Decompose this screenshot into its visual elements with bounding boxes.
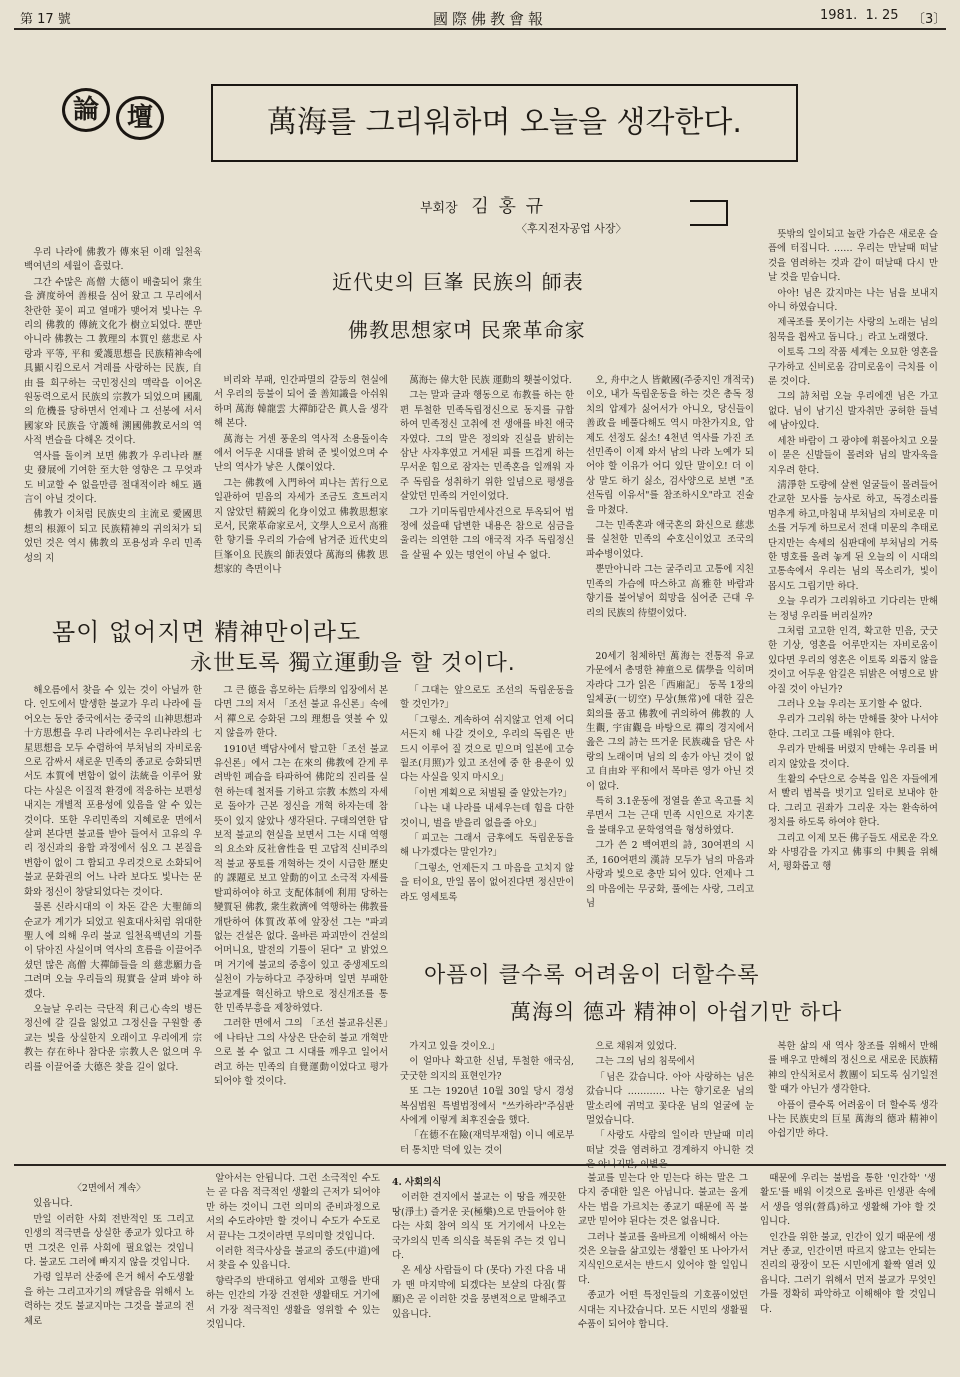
paragraph: 佛教가 이처럼 民族史의 主流로 愛國思想의 根源이 되고 民族精神의 귀의처가 되었던 것은 역시 佛教의 포용성과 우리 민족성의 지 (24, 509, 202, 564)
paragraph: 그가 쓴 2 백여편의 詩, 30여편의 시조, 160여편의 漢詩 모두가 님의 마음과 사랑과 빛으로 충만 되어 있다. 언제나 그의 마음에는 무궁화, 풀에는 사랑, 그리고 님 (586, 840, 754, 909)
paragraph: 淸淨한 도량에 살썬 얼굴들이 몰려들어 간교한 모사를 능사로 하고, 독경소리를 멈추게 하고,마침내 부처님의 자비로운 미소를 거두게 하므로서 전대 미문의 추태로 단지만는 속세의 심판대에 부처님의 거룩한 명호를 올려 놓게 된 오늘의 이 시대의 고통속에서 우리는 님의 목소리가, 빛이 몹시도 그립기만 하다. (768, 479, 938, 592)
paragraph: 그는 佛教에 入門하여 피나는 苦行으로 일관하여 믿음의 자세가 조금도 흐트러지지 않았던 精鋭의 化身이었고 佛教思想家로서, 民衆革命家로서, 文學人으로서 高雅한 향기를 우리의 가슴에 남겨준 近代史의 巨峯이요 民族의 師表였다 萬海의 佛教 思想家的 측면이나 (214, 477, 388, 576)
paragraph: 그처럼 고고한 인격, 확고한 민음, 굿굿한 기상, 영혼을 어루만지는 자비로움이 있다면 우리의 영혼은 이토록 외롭지 않을 것이고 어두운 암길은 뒤밝은 여명으로 밝아질 것이 아닌가? (768, 625, 938, 695)
paragraph: 가지고 있을 것이오.」 (409, 1041, 501, 1052)
paragraph: 生활의 수단으로 승복을 입은 자들에게서 빨리 법복을 벗기고 일터로 보내야 한다. 그리고 권좌가 그리운 자는 환속하여 정치를 하도록 하여야 한다. (768, 774, 938, 829)
paragraph: 그 큰 德을 흠모하는 后學의 입장에서 본다면 그의 저서 「조선 불교 유신론」속에서 禪으로 승화된 그의 理想을 엿볼 수 있지 않을까 한다. (214, 685, 388, 740)
article-column-d3 (392, 1172, 566, 1358)
paragraph: 아픔이 클수록 어려움이 더 할수록 생각나는 民族史의 巨星 萬海의 德과 精神이 아쉽기만 하다. (768, 1099, 938, 1140)
article-column-a4 (586, 374, 754, 644)
main-title: 萬海를 그리워하며 오늘을 생각한다. (267, 105, 742, 140)
masthead: 國際佛教會報 (432, 10, 547, 28)
paragraph: 온 세상 사람들이 다 (못다) 가진 다음 내가 맨 마지막에 되겠다는 보살의 다짐(誓願)은 곧 이러한 것을 뭉변적으로 말해주고 있읍니다. (392, 1265, 566, 1320)
article-column-b3 (400, 684, 574, 946)
paragraph: 그가 기미독립만세사건으로 투옥되어 법정에 섰을때 답변한 내용은 참으로 심금을 울리는 의연한 그의 애국적 자주 독립정신을 살필 수 있는 명언이 아닐 수 없다. (400, 506, 574, 561)
author-bracket (690, 200, 728, 226)
paragraph: 萬海는 거센 풍운의 역사적 소용돌이속에서 어두운 시대를 밝혀 준 빛이었으며 수난의 역사가 낳은 人傑이었다. (214, 433, 388, 474)
article-column-b1 (24, 684, 202, 1160)
paragraph: 오늘 우리가 그리워하고 기다리는 만해는 정녕 우리를 버리실까? (768, 596, 938, 622)
article-column-c1 (400, 1040, 574, 1160)
paragraph: 이 얼마나 확고한 신념, 투철한 애국심, 굿굿한 의지의 표현인가? (400, 1056, 574, 1082)
paragraph: 으로 채워져 있었다. (595, 1041, 677, 1052)
paragraph: 제곡조를 못이기는 사랑의 노래는 님의 침묵을 휩싸고 돕니다.」라고 노래했다. (768, 317, 938, 343)
paragraph: 「이번 계획으로 처벌될 줄 알았는가?」 (409, 787, 572, 799)
article-column-a2 (214, 374, 388, 602)
paragraph: 역사를 돌이켜 보면 佛教가 우리나라 歷史 發展에 기여한 至大한 영향은 그 무엇과도 비교할 수 없을만큼 절대적이라 해도 過言이 아닐 것이다. (24, 450, 202, 505)
paragraph: 이러한 견지에서 불교는 이 땅을 깨끗한 땅(淨土) 즐거운 곳(極樂)으로 만들어야 한다는 사회 참여 의식 또 거기에서 나오는 국가의식 민족 의식을 북돋워 주는 것 입니다. (392, 1192, 566, 1262)
article-column-a3 (400, 374, 574, 602)
paragraph: 그는 말과 글과 행동으로 布教를 하는 한편 투철한 민족독립정신으로 동지를 규합하여 민족정신 고취에 전 생애를 바친 애국자였다. 그의 말은 정의와 진실을 밝히는 삼난 사자후였고 거세된 피를 뜨겁게 하는 무서운 힘으로 잠자는 민족혼을 일깨워 자주 독립을 성취하기 위한 일념으로 평생을 살았던 민족의 거인이었다. (400, 390, 574, 503)
article-column-d2 (206, 1172, 380, 1358)
paragraph: 복한 삶의 새 역사 창조를 위해서 만해를 배우고 만해의 정신으로 새로운 民族精神의 안식처로서 教團이 되도록 심기일전 할 때가 아닌가 생각한다. (768, 1041, 938, 1096)
headline-3: 몸이 없어지면 精神만이라도 (52, 618, 362, 646)
paragraph: 향락주의 반대하고 염세와 고행을 반대하는 인간의 가장 건전한 생활태도 거기에서 가장 적극적인 생활을 영위할 수 있는 것입니다. (206, 1275, 380, 1331)
paragraph: 오, 舟中之人 皆敵國(주중지인 개적국)이오, 내가 독립운동을 하는 것은 총독 정치의 압제가 싫어서가 아니오, 당신들이 善政을 베풀다해도 역시 마찬가지요, 압제도 선정도 싫소! 4천년 역사를 가진 조선민족이 이제 와서 남의 나라 노예가 되어야 할 이유가 어디 있단 말이오! 더 이상 말도 하기 싫소, 검사양으로 보변 "조선독립 이유서"를 참조하시오"라고 진술을 마쳤다. (586, 375, 754, 516)
paragraph: 그러나 오늘 우리는 포기할 수 없다. (777, 699, 923, 710)
paragraph: 인간을 위한 불교, 인간이 있기 때문에 생겨난 종교, 인간이면 따르지 않고는 안되는 진리의 광장이 모든 시민에게 활짝 열려 있읍니다. 그러기 위해서 먼저 불교가 무엇인가를 정확히 파악하고 이해해야 할 것입니다. (760, 1231, 936, 1315)
main-title-box (211, 84, 798, 162)
article-column-d5 (760, 1172, 936, 1358)
headline-6: 萬海의 德과 精神이 아쉽기만 하다 (510, 1000, 843, 1024)
headline-4: 永世토록 獨立運動을 할 것이다. (190, 651, 516, 676)
paragraph: 해오름에서 찾을 수 있는 것이 아닐까 한다. 인도에서 발생한 불교가 우리 나라에 들어오는 동안 중국에서는 중국의 山神思想과 十方思想을 우리 나라에서는 우리나라의 七星思想을 모두 수렴하여 부처님의 자비로움으로 감싸서 새로운 민족의 종교로 승화되면서도 本質에 변함이 없이 法統을 이루어 왔다는 사실은 이질적 환경에 적응하는 보편성 내지는 개별적 포용성에 있음을 알 수 있는 것이다. 또한 우리민족의 지혜로운 면에서 살펴 본다면 불교를 받아 들여서 고유의 우리 정신과의 융합 과정에서 심오 그 본질을 변함이 없이 그 합되고 우리것으로 소화되어 불교 문화권의 어느 나라 보다도 빛나는 문화와 정신이 창달되었다는 것이다. (24, 685, 202, 898)
paragraph: 만일 이러한 사회 전반적인 또 그리고 인생의 적극면을 상실한 종교가 있다고 하면 그것은 인류 사회에 필요없는 것입니다. 불교도 그러에 빠지지 않을 것입니다. (24, 1213, 194, 1269)
paragraph: 1910년 백담사에서 탈고한「조선 불교 유신론」에서 그는 在來의 佛教에 갇게 루려박힌 폐습을 타파하여 佛陀의 진리를 실현 하는데 철저를 기하고 宗教 本然의 자세로 돌아가 근본 정신을 개혁 하자는데 참 뜻이 있지 않았나 생각된다. 구태의연한 답보적 불교의 현실을 보면서 그는 시대 역행의 요소와 反社會性을 띤 고답적 신비주의적 불교 풍토를 개혁하는 것이 시급한 歷史的 課題로 보고 앞動的이고 소극적 자세를 탈피하여야 하고 支配体制에 利用 당하는 變質된 佛教, 衆生救濟에 역행하는 佛教를 개탄하여 体質改革에 앞장선 그는 "파괴 없는 건설은 없다. 올바른 파괴만이 건설의 어머니요, 발전의 기틀이 된다" 고 밝었으며 거기에 불교의 중흥이 있고 중생제도의 실천이 가능하다고 주장하며 일면 부패한 불교계를 혁신하고 밖으로 정신개조를 통한 민족부흥을 제창하였다. (214, 743, 388, 1014)
paragraph: 아아! 님은 갔지마는 나는 님을 보내지 아니 하였습니다. (768, 287, 938, 314)
paragraph: 때문에 우리는 불법을 통한 '인간학' '생활도'를 배워 이것으로 올바른 인생관 속에서 생을 영위(營爲)하고 생활해 가야 할 것입니다. (760, 1173, 936, 1228)
paragraph: 이토록 그의 작품 세계는 오묘한 영혼을 구가하고 신비로움 감미로움이 극치를 이룬 것이다. (768, 347, 938, 388)
paragraph: 물론 신라시대의 이 차돈 같은 大聖師의 순교가 계기가 되었고 원효대사처럼 위대한 聖人에 의해 우리 불교 일천육백년의 기틀이 닦아진 사실이며 역사의 흐름을 이끌어주셨던 많은 高僧 大禪師들을 의 慈悲願力을 그려며 오늘 우리들의 現實을 살펴 봐야 하겠다. (24, 902, 202, 1000)
issue-date: 1981. 1. 25 (820, 8, 899, 23)
section-divider (14, 1164, 946, 1166)
author-role: 부회장 (420, 201, 458, 216)
paragraph: 20세기 침체하던 萬海는 전통적 유교가문에서 총명한 神童으로 儒學을 익히며 자라다 그가 읽은「西廂記」 동목 1장의 일체공(一切空) 무상(無常)에 대한 깊은 회의를 품고 佛教에 귀의하여 佛教的 人生觀, 宇宙觀을 바탕으로 禪의 경지에서 읊은 그의 詩는 뜨거운 民族魂을 담은 사랑의 노래이며 님의 의 송가 아닌 것이 없고 自由와 平和에서 목마른 영가 아닌 것이 없다. (586, 651, 754, 792)
paragraph: 「사랑도 사람의 일이라 만날때 미리 떠날 것을 염려하고 경계하지 아니한 것 (586, 1130, 754, 1156)
paragraph: 세찬 바람이 그 광야에 휘몰아치고 오물이 묻은 신발들이 몰려와 님의 발자욱을 지우려 한다. (768, 435, 938, 476)
paragraph: 이러한 적극사상을 불교의 중도(中道)에서 찾을 수 있읍니다. (206, 1246, 380, 1272)
paragraph: 또 그는 1920년 10월 30일 당시 경성복심법원 특별법정에서 "쓰카하라"주심판사에게 이렇게 최후진술을 했다. (400, 1086, 574, 1127)
paragraph: 종교가 어떤 특정인들의 기호품이었던 시대는 지나갔습니다. 모든 시민의 생활필수품이 되어야 합니다. (578, 1290, 748, 1331)
paragraph: 「在德不在險(재덕부재험) 이니 예로부터 통치만 덕에 있는 것이 (400, 1130, 574, 1156)
section-logo-char-2: 壇 (116, 96, 164, 140)
article-column-d1 (24, 1178, 194, 1358)
headline-5: 아픔이 클수록 어려움이 더할수록 (424, 963, 760, 988)
article-column-c3 (768, 1040, 938, 1160)
paragraph: 특히 3.1운동에 정열을 쏟고 옥고를 치루면서 그는 근대 민족 시인으로 자기혼을 불태우고 문학영역을 형성하였다. (586, 796, 754, 836)
paragraph: 그리고 이제 모든 佛子들도 새로운 각오와 사명감을 가지고 佛事의 中興을 위해서, 평화롭고 행 (768, 832, 938, 873)
paragraph: 萬海는 偉大한 民族 運動의 횃불이었다. (409, 375, 572, 386)
paragraph: 우리가 만해를 버렸지 만해는 우리를 버리지 않았을 것이다. (768, 744, 938, 770)
paragraph: 오늘날 우리는 극단적 利己心속의 병든 정신에 갈 길을 잃었고 그정신을 구원할 종교는 빛을 상실한지 오래이고 우리에게 宗教는 存在하나 참다운 宗教人은 없으며 우리를 이끌어줄 大德은 찾을 길이 없다. (24, 1003, 202, 1073)
page-number: 〔3〕 (912, 12, 947, 27)
paragraph: 뜻밖의 일이되고 놀란 가슴은 새로운 슬픔에 터집니다. …… 우리는 만날때 떠날 것을 염려하는 것과 같이 떠날때 다시 만날 것을 믿습니다. (768, 229, 938, 284)
paragraph: 그의 詩처럼 오늘 우리에겐 님은 가고 없다. 님이 남기신 발자취만 공허한 들녘에 남아있다. (768, 391, 938, 432)
headline-1: 近代史의 巨峯 民族의 師表 (332, 270, 584, 294)
paragraph: 그는 그의 님의 침묵에서 (595, 1056, 695, 1068)
section-logo (62, 84, 162, 144)
article-column-a1 (24, 246, 202, 602)
paragraph: 가령 일부러 산중에 은거 해서 수도생활을 하는 그리고자기의 깨달음을 위해서 노력하는 것도 불교지마는 그것을 불교의 전체로 (24, 1272, 194, 1327)
paragraph: 우리 나라에 佛教가 傳來된 이래 일천육백여년의 세월이 흘렀다. (24, 247, 202, 273)
paragraph: 그러나 불교를 올바르게 이해해서 아는 것은 오늘을 삶고있는 생활인 또 나아가서 지식인으로서는 반드시 있어야 할 일입니다. (578, 1231, 748, 1286)
paragraph: 「그렇소. 계속하여 쉬지않고 언제 어디서든지 해 나갈 것이오, 우리의 독립은 반드시 이루어 질 것으로 믿으며 일본에 고승 월조(月照)가 있고 조선에 중 한 용운이 있다는 사실을 잊지 마시오」 (400, 714, 574, 784)
section-logo-char-1: 論 (62, 88, 110, 132)
article-column-d4 (578, 1172, 748, 1358)
article-column-b2 (214, 684, 388, 1160)
article-column-r1 (768, 228, 938, 950)
header-rule (14, 28, 946, 30)
paragraph: 「나는 내 나라를 내세우는데 힘을 다한 것이니, 벌을 받을리 없을줄 아오」 (400, 803, 574, 829)
author-affiliation: 〈후지전자공업 사장〉 (516, 222, 627, 235)
paragraph: 비리와 부패, 인간파멸의 갈등의 현실에서 우리의 등불이 되어 줄 善知識을 아쉬워 하며 萬海 韓龍雲 大禪師같은 眞人을 생각해 본다. (214, 375, 388, 430)
paragraph: 그간 수많은 高僧 大德이 배출되어 衆生을 濟度하여 善根을 심어 왔고 그 무리에서 찬란한 꽃이 피고 열매가 맺어져 빛나는 우리의 佛教的 傳統文化가 樹立되었다. 뿐만 아니라 佛教는 그 教理의 本質인 慈悲로 사랑과 平等, 平和 愛護思想을 民族精神속에 具顯시킴으로서 겨레를 사랑하는 民族, 自由를 희구하는 국민정신의 맥락을 이어온 원동력으로서 民族의 宗教가 되었으며 國亂의 危機를 당하면서 언제나 그 선봉에 서서 國家와 民族을 守護해 溯國佛教로서의 역사적 변슬을 다해온 것이다. (24, 276, 202, 447)
continuation-note: 〈2면에서 계속〉 (72, 1183, 146, 1194)
paragraph: 「그렇소, 언제든지 그 마음을 고치지 않을 터이요, 만일 몸이 없어진다면 정신만이라도 영세토록 (400, 862, 574, 903)
headline-2: 佛教思想家며 民衆革命家 (348, 318, 586, 342)
paragraph: 우리가 그리워 하는 만해를 찾아 나서야 한다. 그리고 그를 배워야 한다. (768, 714, 938, 740)
article-column-c2 (586, 1040, 754, 1160)
paragraph: 「피고는 그래서 금후에도 독립운동을 해 나가겠다는 말인가?」 (400, 833, 574, 859)
paragraph: 뿐만아니라 그는 굴주리고 고통에 지친 민족의 가슴에 따스하고 高雅한 바람과 향기를 불어넣어 희망을 심어준 근대 우리의 民族의 待望이었다. (586, 564, 754, 619)
paragraph: 그러한 면에서 그의 「조선 불교유신론」에 나타난 그의 사상은 단순히 불교 개혁만으로 볼 수 없고 그 시대를 깨우고 일어서려고 하는 민족의 自覺運動이었다고 평가되어야 할 것이다. (214, 1018, 388, 1087)
paragraph: 알아서는 안됩니다. 그런 소극적인 수도는 곧 다음 적극적인 생활의 근저가 되어야만 하는 것이니 그런 의미의 준비과정으로서의 수도라야만 할 것이니 수도가 수도로서 끝나는 그것이라면 무의미할 것입니다. (206, 1173, 380, 1242)
paragraph: 있읍니다. (33, 1198, 73, 1210)
article-column-b4 (586, 650, 754, 946)
author-name: 김 홍 규 (471, 196, 546, 217)
paragraph: 「그대는 앞으로도 조선의 독립운동을 할 것인가?」 (400, 685, 574, 711)
issue-number: 第 17 號 (20, 12, 71, 27)
subsection-heading: 4. 사회의식 (392, 1177, 442, 1188)
author-line (420, 192, 720, 218)
paragraph: 「님은 갔습니다. 아아 사랑하는 님은 갔습니다 ………… 나는 향기로운 님의 말소리에 귀먹고 꽃다운 님의 얼굴에 눈 멀었습니다. (586, 1071, 754, 1127)
paragraph: 그는 민족혼과 애국혼의 화신으로 慈悲를 실천한 민족의 수호신이었고 조국의 파수병이었다. (586, 520, 754, 560)
paragraph: 불교를 믿는다 안 믿는다 하는 말은 그다지 중대한 일은 아닙니다. 불교는 올게 사는 법을 가르치는 종교기 때문에 꼭 불교만 믿어야 된다는 것은 없읍니다. (578, 1173, 748, 1228)
